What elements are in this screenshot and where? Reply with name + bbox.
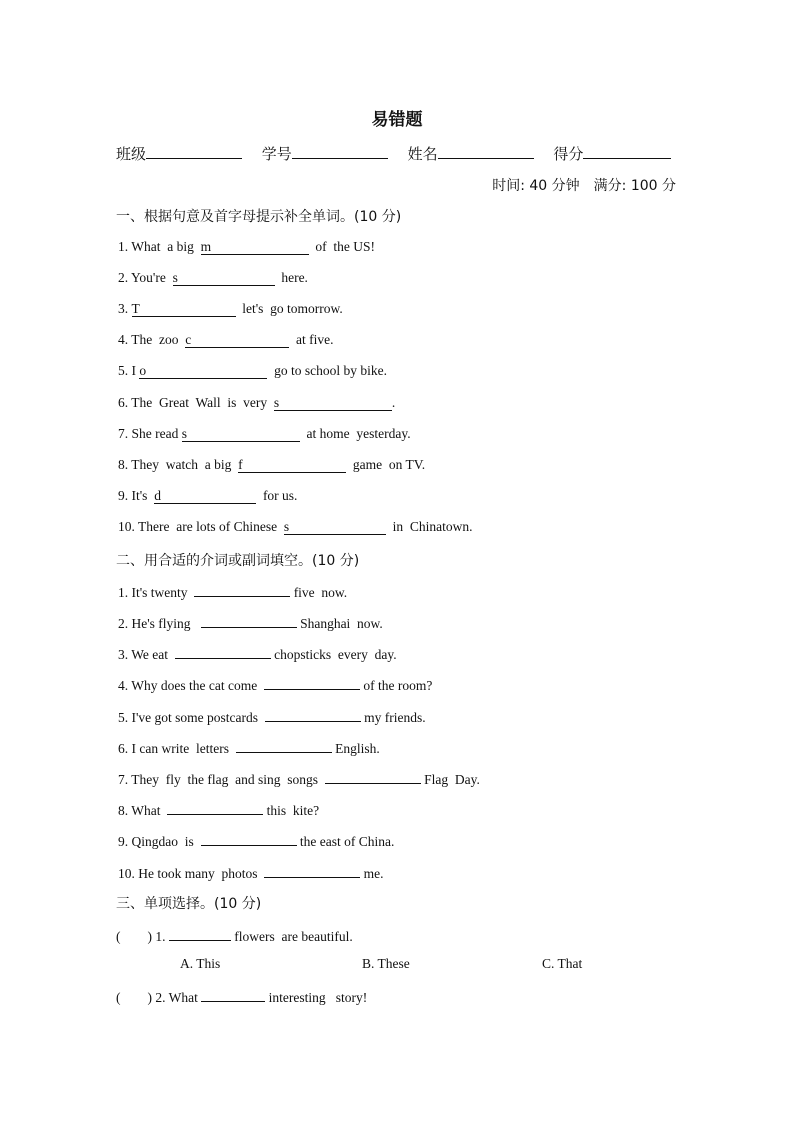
item-text: at five. [289,332,334,347]
answer-blank[interactable] [236,738,332,753]
list-item [118,301,343,317]
list-item [118,270,308,286]
question-text: flowers are beautiful. [230,929,353,944]
option-a[interactable]: A. This [180,956,221,971]
item-text: me. [360,866,384,881]
list-item [118,363,387,379]
item-text: go to school by bike. [267,363,387,378]
list-item [118,831,394,850]
name-field [408,145,534,163]
list-item [118,457,425,473]
item-text: 5. I [118,363,140,378]
question-1 [116,926,353,945]
item-text: 4. Why does the cat come [118,678,264,693]
item-text: 9. It's [118,488,155,503]
option-c[interactable]: C. That [542,956,583,971]
item-text: five now. [290,585,348,600]
item-text: the east of China. [296,834,395,849]
item-text: 8. They watch a big [118,457,239,472]
answer-blank[interactable] [264,863,360,878]
item-text: 10. He took many photos [118,866,265,881]
answer-blank[interactable] [169,926,231,941]
answer-blank[interactable]: s [274,395,392,411]
answer-blank[interactable]: f [238,457,346,473]
list-item [118,519,472,535]
name-label: 姓名 [407,145,438,163]
item-text: 3. [118,301,132,316]
answer-blank[interactable]: s [284,519,386,535]
item-text: in Chinatown. [385,519,473,534]
option-b[interactable]: B. These [362,956,410,971]
list-item [118,707,426,726]
item-text: 6. I can write letters [118,741,236,756]
item-text: Flag Day. [420,772,480,787]
list-item [118,613,383,632]
answer-blank[interactable] [167,800,263,815]
item-text: of the room? [359,678,433,693]
id-blank[interactable] [292,144,388,159]
answer-blank[interactable]: s [173,270,275,286]
answer-blank[interactable] [201,987,265,1002]
item-text: 7. They fly the flag and sing songs [118,772,325,787]
answer-blank[interactable]: T [132,301,236,317]
item-text: Shanghai now. [296,616,383,631]
item-text: . [391,395,396,410]
section3-heading: 三、单项选择。(10 分) [116,896,262,912]
answer-blank[interactable]: d [154,488,256,504]
time-info [492,175,676,195]
item-text: 3. We eat [118,647,175,662]
answer-blank[interactable] [325,769,421,784]
answer-blank[interactable] [265,707,361,722]
full-score-text: 满分: 100 分 [593,178,676,194]
item-text: this kite? [263,803,320,818]
question-2 [116,987,367,1006]
item-text: 4. The zoo [118,332,186,347]
answer-blank[interactable]: s [182,426,300,442]
question-prefix: ( ) 1. [116,929,169,944]
list-item [118,675,432,694]
item-text: 7. She read [118,426,182,441]
item-text: for us. [256,488,298,503]
item-text: 8. What [118,803,168,818]
duration-text: 时间: 40 分钟 [492,178,580,194]
item-text: 1. It's twenty [118,585,195,600]
id-label: 学号 [261,145,292,163]
item-text: 5. I've got some postcards [118,710,265,725]
answer-blank[interactable] [201,613,297,628]
list-item [118,332,333,348]
answer-blank[interactable] [175,644,271,659]
id-field [262,145,388,163]
item-text: here. [274,270,308,285]
answer-blank[interactable]: c [185,332,289,348]
answer-blank[interactable] [201,831,297,846]
item-text: 2. He's flying [118,616,201,631]
class-field [116,145,242,163]
page-title: 易错题 [371,110,423,130]
name-blank[interactable] [438,144,534,159]
section2-heading: 二、用合适的介词或副词填空。(10 分) [116,553,360,569]
answer-blank[interactable]: m [201,239,309,255]
list-item [118,488,297,504]
item-text: 9. Qingdao is [118,834,201,849]
item-text: at home yesterday. [299,426,411,441]
item-text: let's go tomorrow. [235,301,343,316]
answer-blank[interactable]: o [139,363,267,379]
item-text: 2. You're [118,270,173,285]
list-item [118,395,395,411]
question-prefix: ( ) 2. What [116,990,202,1005]
list-item [118,239,375,255]
item-text: 10. There are lots of Chinese [118,519,284,534]
answer-blank[interactable] [264,675,360,690]
section1-heading: 一、根据句意及首字母提示补全单词。(10 分) [116,209,402,225]
class-label: 班级 [116,145,147,163]
item-text: 6. The Great Wall is very [118,395,274,410]
list-item [118,800,319,819]
list-item [118,769,480,788]
list-item [118,644,397,663]
question-text: interesting story! [265,990,368,1005]
item-text: my friends. [360,710,426,725]
list-item [118,582,347,601]
score-label: 得分 [553,145,584,163]
student-info-row [116,143,671,164]
answer-blank[interactable] [194,582,290,597]
item-text: game on TV. [346,457,426,472]
item-text: English. [331,741,380,756]
list-item [118,863,384,882]
item-text: 1. What a big [118,239,201,254]
list-item [118,426,411,442]
list-item [118,738,380,757]
score-blank[interactable] [583,144,671,159]
score-field [553,145,671,163]
item-text: of the US! [308,239,375,254]
item-text: chopsticks every day. [270,647,397,662]
class-blank[interactable] [146,144,242,159]
